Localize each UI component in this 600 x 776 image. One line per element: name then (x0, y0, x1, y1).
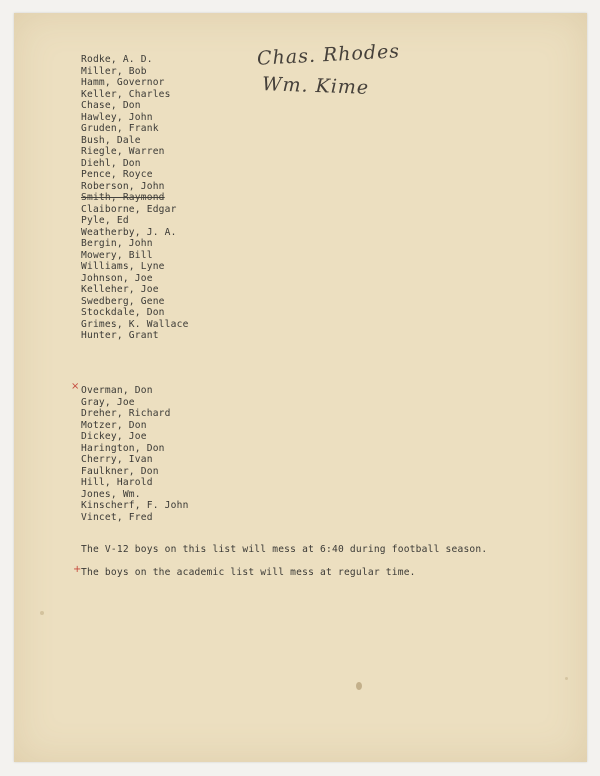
name-entry: Gray, Joe (81, 396, 135, 408)
name-entry: Mowery, Bill (81, 249, 153, 261)
paper-stain (40, 611, 44, 615)
name-entry: Jones, Wm. (81, 488, 141, 500)
name-entry: Grimes, K. Wallace (81, 318, 189, 330)
name-entry: Gruden, Frank (81, 123, 159, 134)
name-entry: Smith, Raymond (81, 192, 165, 203)
name-entry: Pyle, Ed (81, 215, 129, 226)
name-entry: Chase, Don (81, 100, 141, 111)
name-entry: Pence, Royce (81, 169, 153, 180)
name-entry: Stockdale, Don (81, 307, 165, 318)
academic-mess-note: The boys on the academic list will mess at regular time. (81, 567, 416, 578)
academic-name-list (81, 385, 189, 523)
name-entry: Cherry, Ivan (81, 454, 153, 465)
red-x-mark: × (71, 381, 80, 392)
name-entry: Miller, Bob (81, 65, 147, 77)
handwritten-name-2: Wm. Kime (261, 73, 370, 99)
name-entry: Dickey, Joe (81, 431, 147, 442)
name-entry: Johnson, Joe (81, 272, 153, 284)
v12-name-list (81, 54, 189, 342)
name-entry: Faulkner, Don (81, 465, 159, 477)
paper-stain (565, 677, 568, 680)
name-entry: Keller, Charles (81, 88, 171, 100)
handwritten-name-1: Chas. Rhodes (256, 40, 401, 70)
red-plus-mark: + (73, 564, 82, 575)
name-entry: Motzer, Don (81, 419, 147, 431)
name-entry: Kinscherf, F. John (81, 500, 189, 511)
name-entry: Bergin, John (81, 238, 153, 249)
name-entry: Roberson, John (81, 180, 165, 192)
name-entry: Swedberg, Gene (81, 295, 165, 307)
name-entry: Hunter, Grant (81, 330, 159, 341)
name-entry: Bush, Dale (81, 134, 141, 146)
name-entry: Vincet, Fred (81, 511, 153, 523)
v12-mess-note: The V-12 boys on this list will mess at 6:40 during football season. (81, 544, 488, 555)
name-entry: Williams, Lyne (81, 261, 165, 272)
name-entry: Weatherby, J. A. (81, 226, 177, 238)
name-entry: Hamm, Governor (81, 77, 165, 88)
name-entry: Hill, Harold (81, 477, 153, 488)
name-entry: Claiborne, Edgar (81, 203, 177, 215)
name-entry: Overman, Don (81, 385, 153, 396)
name-entry: Hawley, John (81, 111, 153, 123)
name-entry: Diehl, Don (81, 157, 141, 169)
name-entry: Kelleher, Joe (81, 284, 159, 295)
name-entry: Dreher, Richard (81, 408, 171, 419)
name-entry: Harington, Don (81, 442, 165, 454)
name-entry: Riegle, Warren (81, 146, 165, 157)
name-entry: Rodke, A. D. (81, 54, 153, 65)
paper-stain (356, 682, 362, 690)
